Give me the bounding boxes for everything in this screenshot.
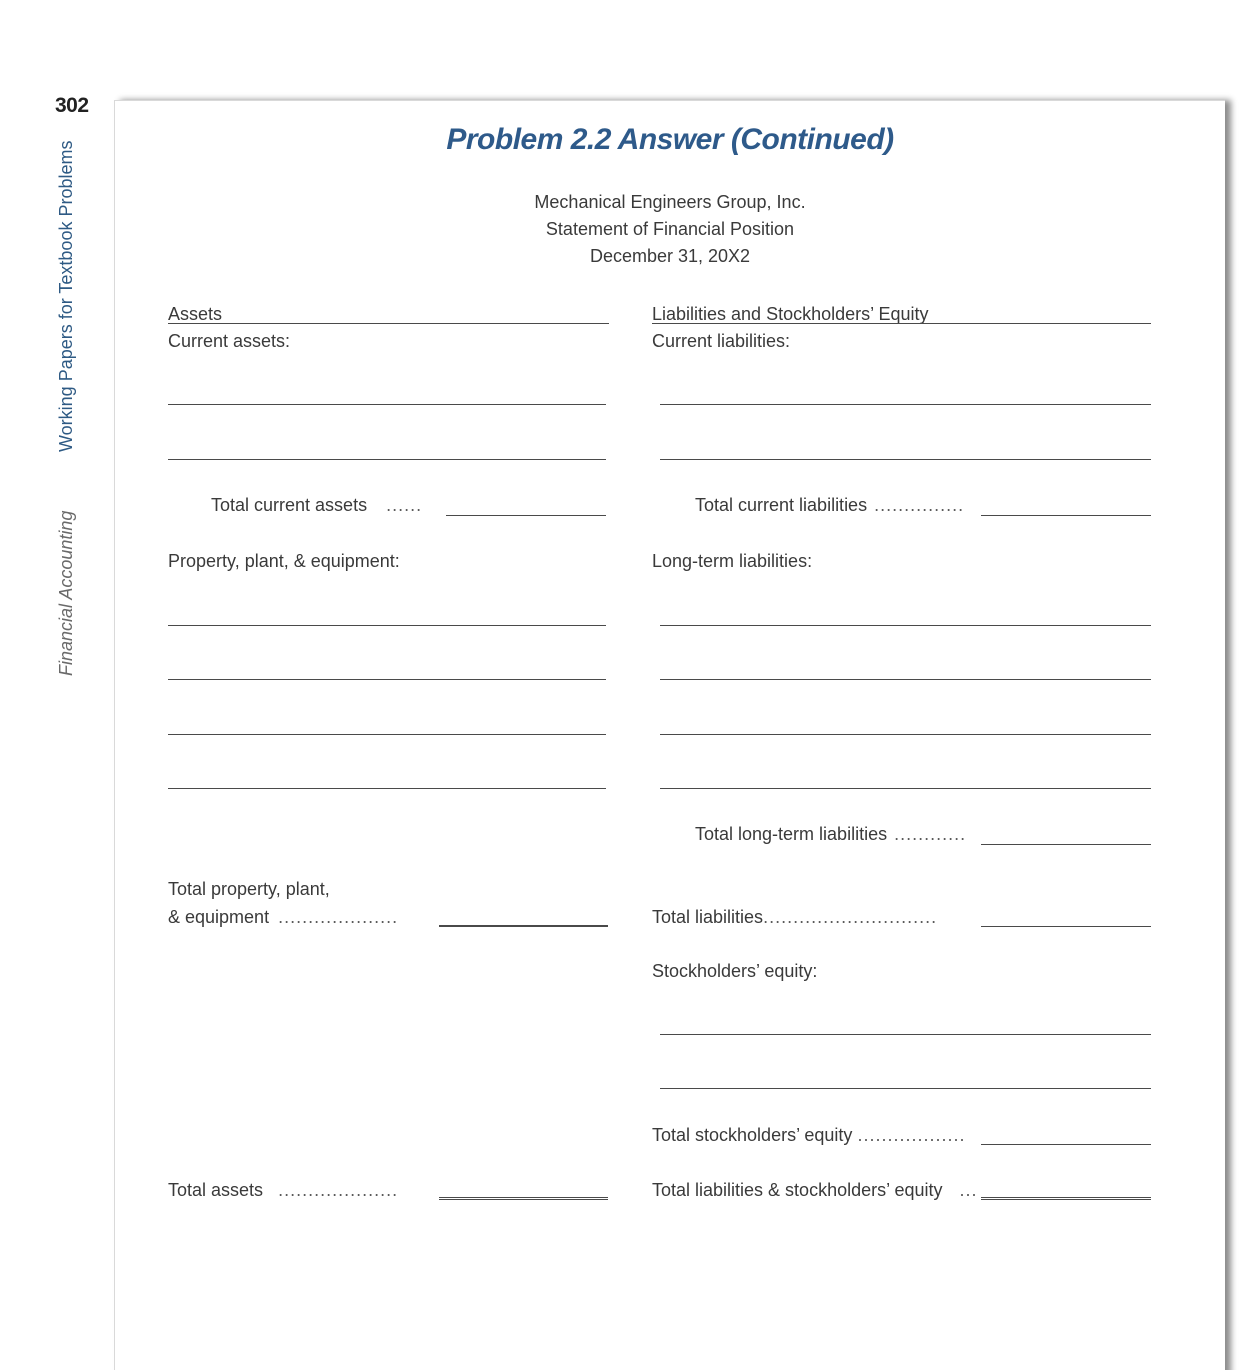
ppe-line[interactable] bbox=[168, 679, 606, 680]
total-assets-amount[interactable] bbox=[439, 1197, 608, 1200]
total-current-assets-label: Total current assets ...... bbox=[211, 495, 423, 515]
long-term-liability-line[interactable] bbox=[660, 679, 1151, 680]
total-long-term-liabilities-amount[interactable] bbox=[981, 844, 1151, 845]
current-liabilities-label: Current liabilities: bbox=[652, 331, 791, 351]
current-assets-label: Current assets: bbox=[168, 331, 291, 351]
leader-dots: ... bbox=[959, 1180, 978, 1200]
leader-dots: ...... bbox=[386, 495, 423, 515]
assets-section-label: Assets bbox=[168, 304, 223, 324]
total-liabilities-amount[interactable] bbox=[981, 926, 1151, 927]
page-number: 302 bbox=[55, 94, 89, 117]
long-term-liability-line[interactable] bbox=[660, 734, 1151, 735]
problem-title: Problem 2.2 Answer (Continued) bbox=[446, 123, 894, 156]
total-assets-label: Total assets .................... bbox=[168, 1180, 399, 1200]
total-stockholders-equity-amount[interactable] bbox=[981, 1144, 1151, 1145]
current-asset-line[interactable] bbox=[168, 404, 606, 405]
side-book-title: Working Papers for Textbook Problems bbox=[56, 140, 76, 452]
equity-line[interactable] bbox=[660, 1088, 1151, 1089]
total-current-liabilities-amount[interactable] bbox=[981, 515, 1151, 516]
leader-dots: .................. bbox=[857, 1125, 966, 1145]
assets-header-rule bbox=[168, 323, 609, 324]
stockholders-equity-label: Stockholders’ equity: bbox=[652, 961, 818, 981]
leader-dots: .................... bbox=[278, 907, 399, 927]
ppe-line[interactable] bbox=[168, 788, 606, 789]
liabilities-section-label: Liabilities and Stockholders’ Equity bbox=[652, 304, 929, 324]
total-ppe-label-line1: Total property, plant, bbox=[168, 879, 330, 899]
company-name: Mechanical Engineers Group, Inc. bbox=[534, 192, 806, 212]
equity-line[interactable] bbox=[660, 1034, 1151, 1035]
leader-dots: ............ bbox=[894, 824, 967, 844]
ppe-label: Property, plant, & equipment: bbox=[168, 551, 400, 571]
total-liabilities-equity-label: Total liabilities & stockholders’ equity ... bbox=[652, 1180, 978, 1200]
liabilities-header-rule bbox=[652, 323, 1151, 324]
total-stockholders-equity-label: Total stockholders’ equity .................. bbox=[652, 1125, 966, 1145]
answer-sheet bbox=[114, 100, 1225, 1370]
current-liability-line[interactable] bbox=[660, 404, 1151, 405]
ppe-line[interactable] bbox=[168, 734, 606, 735]
leader-dots: ............... bbox=[874, 495, 965, 515]
total-ppe-label-line2: & equipment .................... bbox=[168, 907, 399, 927]
current-asset-line[interactable] bbox=[168, 459, 606, 460]
long-term-liability-line[interactable] bbox=[660, 788, 1151, 789]
statement-date: December 31, 20X2 bbox=[589, 246, 751, 266]
total-long-term-liabilities-label: Total long-term liabilities ............ bbox=[695, 824, 967, 844]
total-liabilities-label: Total liabilities............................. bbox=[652, 907, 938, 927]
total-current-liabilities-label: Total current liabilities ............... bbox=[695, 495, 965, 515]
side-course-title: Financial Accounting bbox=[56, 510, 76, 676]
total-liabilities-equity-amount[interactable] bbox=[981, 1197, 1151, 1200]
current-liability-line[interactable] bbox=[660, 459, 1151, 460]
leader-dots: ............................. bbox=[763, 907, 938, 927]
total-ppe-amount[interactable] bbox=[439, 925, 608, 927]
long-term-liability-line[interactable] bbox=[660, 625, 1151, 626]
ppe-line[interactable] bbox=[168, 625, 606, 626]
long-term-liabilities-label: Long-term liabilities: bbox=[652, 551, 813, 571]
leader-dots: .................... bbox=[278, 1180, 399, 1200]
total-current-assets-amount[interactable] bbox=[446, 515, 606, 516]
statement-name: Statement of Financial Position bbox=[545, 219, 795, 239]
